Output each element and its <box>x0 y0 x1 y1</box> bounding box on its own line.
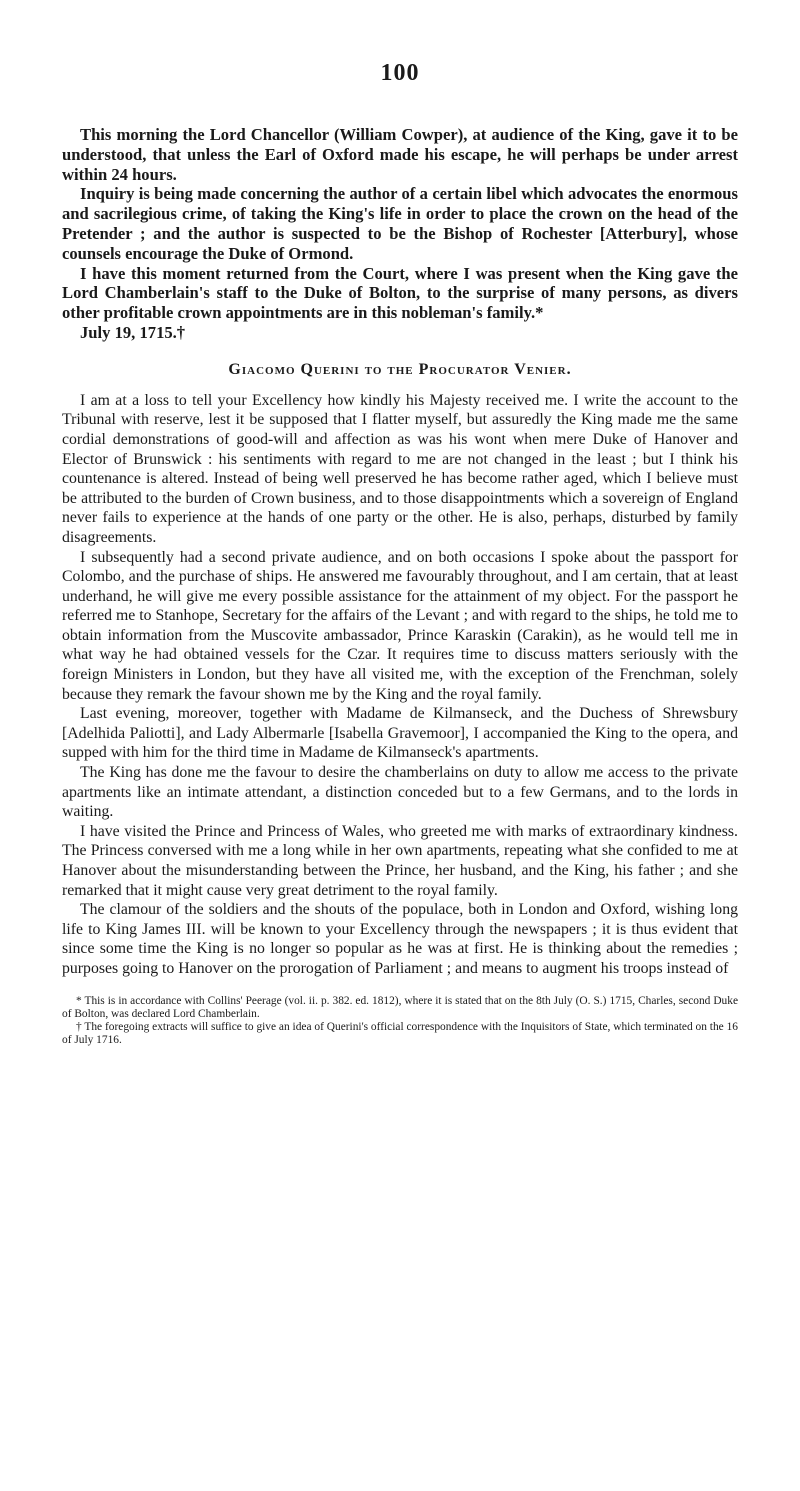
paragraph: This morning the Lord Chancellor (William Cowper), at audience of the King, gave it to be understood, that unless the Earl of Oxford made his escape, he will perhaps be under arrest within 24 hours. <box>62 125 738 184</box>
letter-body <box>62 391 738 979</box>
paragraph: The clamour of the soldiers and the shouts of the populace, both in London and Oxford, wishing long life to King James III. will be known to your Excellency through the newspapers ; it is thus evident that since some time the King is no longer so popular as he was at first. He is thinking about the remedies ; purposes going to Hanover on the prorogation of Parliament ; and means to augment his troops instead of <box>62 901 738 977</box>
paragraph: I have visited the Prince and Princess of Wales, who greeted me with marks of extraordinary kindness. The Princess conversed with me a long while in her own apartments, repeating what she confided to me at Hanover about the misunderstanding between the Prince, her husband, and the King, his father ; and she remarked that it might cause very great detriment to the royal family. <box>62 822 738 899</box>
page-number: 100 <box>380 60 420 86</box>
footnote: † The foregoing extracts will suffice to give an idea of Querini's official correspondence with the Inquisitors of State, which terminated on the 16 of July 1716. <box>62 1020 738 1046</box>
paragraph: I have this moment returned from the Court, where I was present when the King gave the Lord Chamberlain's staff to the Duke of Bolton, to the surprise of many persons, as divers other profitable crown appointments are in this nobleman's family.* <box>62 263 738 323</box>
letter-date: July 19, 1715.† <box>80 322 186 342</box>
paragraph: Last evening, moreover, together with Madame de Kilmanseck, and the Duchess of Shrewsbury [Adelhida Paliotti], and Lady Albermarle [Isabella Gravemoor], I accompanied the King to the opera, and supped with him for the third time in Madame de Kilmanseck's apartments. <box>62 705 738 762</box>
footnote: * This is in accordance with Collins' Peerage (vol. ii. p. 382. ed. 1812), where it is stated that on the 8th July (O. S.) 1715, Charles, second Duke of Bolton, was declared Lord Chamberlain. <box>62 994 738 1020</box>
paragraph: Inquiry is being made concerning the author of a certain libel which advocates the enormous and sacrilegious crime, of taking the King's life in order to place the crown on the head of the Pretender ; and the author is suspected to be the Bishop of Rochester [Atterbury], whose counsels encourage the Duke of Ormond. <box>62 184 738 263</box>
paragraph: The King has done me the favour to desire the chamberlains on duty to allow me access to the private apartments like an intimate attendant, a distinction conceded but to a few Germans, and to the lords in waiting. <box>62 764 738 821</box>
paragraph: I subsequently had a second private audience, and on both occasions I spoke about the passport for Colombo, and the purchase of ships. He answered me favourably throughout, and I am certain, that at least underhand, he will give me every possible assistance for the attainment of my object. For the passport he referred me to Stanhope, Secretary for the affairs of the Levant ; and with regard to the ships, he told me to obtain information from the Muscovite ambassador, Prince Karaskin (Carakin), as he would tell me in what way he had obtained vessels for the Czar. It requires time to discuss matters seriously with the foreign Ministers in London, but they have all visited me, with the exception of the Frenchman, solely because they remark the favour shown me by the King and the royal family. <box>62 548 738 703</box>
letter-heading: Giacomo Querini to the Procurator Venier. <box>228 360 572 378</box>
letter-excerpt-bold <box>62 125 738 343</box>
footnotes <box>62 995 738 1047</box>
paragraph: I am at a loss to tell your Excellency how kindly his Majesty received me. I write the account to the Tribunal with reserve, lest it be supposed that I flatter myself, but assuredly the King made me the same cordial demonstrations of good-will and affection as was his wont when mere Duke of Hanover and Elector of Brunswick : his sentiments with regard to me are not changed in the least ; but I think his countenance is altered. Instead of being well preserved he has become rather aged, which I believe must be attributed to the burden of Crown business, and to those disappointments which a sovereign of England never fails to experience at the hands of one party or the other. He is also, perhaps, disturbed by family disagreements. <box>62 391 738 546</box>
